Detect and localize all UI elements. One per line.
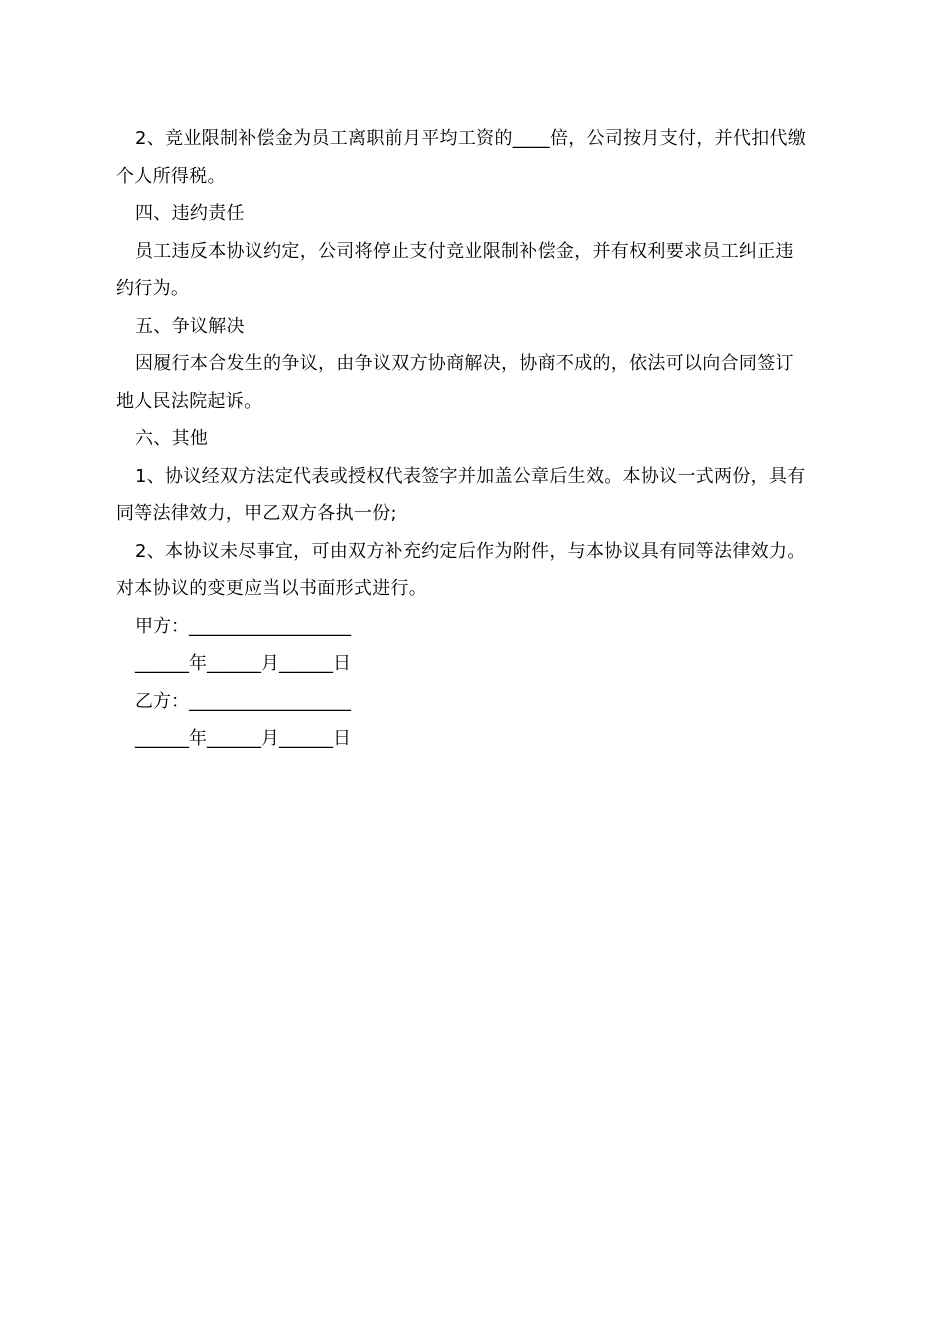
section-heading-other: 六、其他 [135,428,209,449]
other-clause-1-line-2: 同等法律效力，甲乙双方各执一份; [116,503,397,524]
other-clause-1-line-1: 1、协议经双方法定代表或授权代表签字并加盖公章后生效。本协议一式两份，具有 [135,465,806,487]
breach-text-line-1: 员工违反本协议约定，公司将停止支付竞业限制补偿金，并有权利要求员工纠正违 [135,240,794,262]
party-b-date-line: ______年______月______日 [135,728,351,749]
dispute-text-line-2: 地人民法院起诉。 [116,390,263,412]
clause-3-2-line-1: 2、竞业限制补偿金为员工离职前月平均工资的____倍，公司按月支付，并代扣代缴 [135,128,807,149]
other-clause-2-line-2: 对本协议的变更应当以书面形式进行。 [116,578,428,599]
dispute-text-line-1: 因履行本合发生的争议，由争议双方协商解决，协商不成的，依法可以向合同签订 [135,353,794,374]
clause-3-2-line-2: 个人所得税。 [116,165,226,187]
other-clause-2-line-1: 2、本协议未尽事宜，可由双方补充约定后作为附件，与本协议具有同等法律效力。 [135,540,806,562]
section-heading-dispute: 五、争议解决 [135,315,245,337]
party-b-signature-line: 乙方：__________________ [135,690,351,712]
party-a-date-line: ______年______月______日 [135,653,351,674]
party-a-signature-line: 甲方：__________________ [135,615,351,637]
document-body [116,120,834,758]
section-heading-breach: 四、违约责任 [135,203,245,224]
breach-text-line-2: 约行为。 [116,278,190,299]
